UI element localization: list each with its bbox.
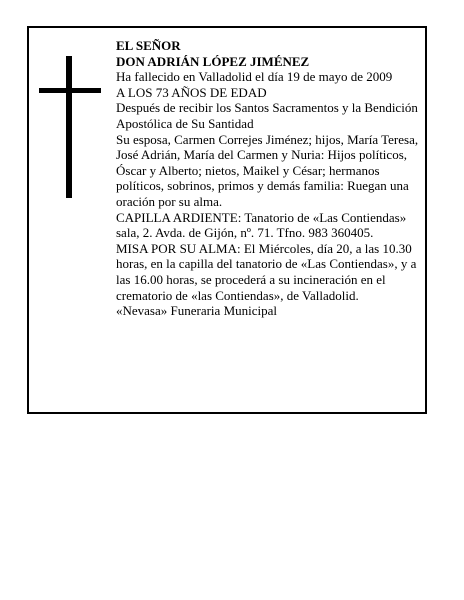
cross-vertical-bar (66, 56, 72, 198)
notice-title: EL SEÑOR (116, 38, 181, 53)
deceased-name: DON ADRIÁN LÓPEZ JIMÉNEZ (116, 53, 310, 69)
notice-text (116, 38, 426, 319)
cross-icon (39, 56, 101, 198)
chapel-info: CAPILLA ARDIENTE: Tanatorio de «Las Contiendas» sala, 2. Avda. de Gijón, nº. 71. Tfno. 983 360405. (116, 209, 407, 241)
age-statement: A LOS 73 AÑOS DE EDAD (116, 84, 267, 100)
sacraments-statement: Después de recibir los Santos Sacramentos y la Bendición Apostólica de Su Santidad (116, 100, 418, 131)
mass-info: MISA POR SU ALMA: El Miércoles, día 20, a las 10.30 horas, en la capilla del tanatorio de «Las Contiendas», y a las 16.00 horas, se procederá a su incineración en el crematorio de «las Contiendas», de Valladolid. (116, 240, 417, 303)
family-statement: Su esposa, Carmen Correjes Jiménez; hijos, María Teresa, José Adrián, María del Carmen y Nuria: Hijos políticos, Óscar y Alberto; nietos, Maikel y César; hermanos políticos, sobrinos, primos y demás familia: Ruegan una oración por su alma. (116, 131, 419, 209)
death-statement: Ha fallecido en Valladolid el día 19 de mayo de 2009 (116, 69, 393, 85)
obituary-notice (27, 26, 427, 414)
cross-horizontal-bar (39, 88, 101, 93)
funeral-home: «Nevasa» Funeraria Municipal (116, 303, 278, 319)
